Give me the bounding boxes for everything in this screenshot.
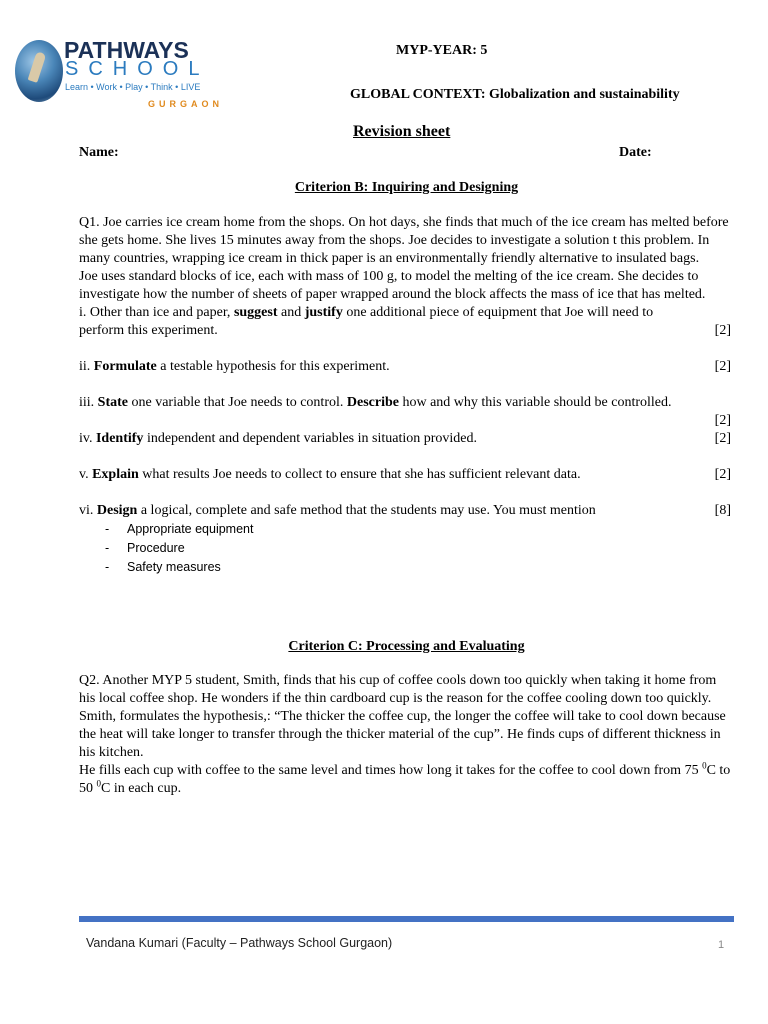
- page-number: 1: [718, 939, 725, 951]
- logo-brand: PATHWAYS: [64, 37, 189, 63]
- year-label: MYP-YEAR: 5: [396, 43, 488, 58]
- footer-divider: [79, 916, 734, 922]
- logo-city: GURGAON: [148, 99, 223, 109]
- q1-intro: Q1. Joe carries ice cream home from the shops. On hot days, she finds that much of the ice cream has melted before she gets home. She lives 15 minutes away from the shops. Joe decides to investigate a solution t this problem. In many countries, wrapping ice cream in thick paper is an environmentally friendly alternative to insulated bags.: [79, 215, 729, 266]
- q1-part-ii: [79, 358, 731, 376]
- question-2: [79, 672, 731, 798]
- name-label: Name:: [79, 145, 119, 160]
- list-item: - Safety measures: [79, 558, 731, 577]
- q1-part-ii-text: ii. Formulate a testable hypothesis for this experiment.: [79, 359, 390, 374]
- list-item: - Procedure: [79, 539, 731, 558]
- q2-paragraph-3: He fills each cup with coffee to the same level and times how long it takes for the coffee to cool down from 75 $^0$C to 50 $^0$C in each cup.: [79, 760, 731, 796]
- footer-author: Vandana Kumari (Faculty – Pathways School Gurgaon): [86, 936, 393, 950]
- global-context-label: GLOBAL CONTEXT:: [350, 87, 486, 102]
- q1-part-i: [79, 304, 731, 340]
- q1-context: Joe uses standard blocks of ice, each with mass of 100 g, to model the melting of the ice cream. She decides to investigate how the number of sheets of paper wrapped around the block affects the mass of ice that has melted.: [79, 269, 706, 302]
- q2-paragraph-1: Q2. Another MYP 5 student, Smith, finds that his cup of coffee cools down too quickly when taking it home from his local coffee shop. He wonders if the thin cardboard cup is the reason for the coffee cooling down too quickly.: [79, 673, 717, 706]
- method-requirements-list: [79, 520, 731, 577]
- logo-tagline: Learn • Work • Play • Think • LIVE: [65, 82, 201, 92]
- date-label: Date:: [619, 145, 652, 160]
- criterion-c-heading: Criterion C: Processing and Evaluating: [288, 639, 525, 654]
- logo-subtitle: SCHOOL: [65, 58, 210, 80]
- q1-part-iii-text: iii. State one variable that Joe needs to control. Describe how and why this variable should be controlled.: [79, 395, 672, 410]
- global-context: [350, 86, 680, 104]
- q1-part-i-marks: [2]: [714, 323, 731, 338]
- q1-part-i-text: i. Other than ice and paper, suggest and justify one additional piece of equipment that Joe will need to perform this experiment.: [79, 305, 654, 338]
- criterion-b-heading: Criterion B: Inquiring and Designing: [294, 180, 519, 195]
- school-logo: [12, 37, 223, 110]
- q1-part-v-marks: [2]: [714, 467, 731, 482]
- q1-part-iv: [79, 430, 731, 448]
- q1-part-vi: [79, 502, 731, 520]
- q1-part-iv-text: iv. Identify independent and dependent variables in situation provided.: [79, 431, 478, 446]
- list-item: - Appropriate equipment: [79, 520, 731, 539]
- q2-paragraph-2: Smith, formulates the hypothesis,: “The thicker the coffee cup, the longer the coffee will take to cool down because the heat will take longer to transfer through the thicker material of the cup”. He finds cups of different thickness in his kitchen.: [79, 709, 726, 760]
- q1-part-vi-text: vi. Design a logical, complete and safe method that the students may use. You must mention: [79, 503, 596, 518]
- q1-part-ii-marks: [2]: [714, 359, 731, 374]
- q1-part-vi-marks: [8]: [714, 503, 731, 518]
- q1-part-v-text: v. Explain what results Joe needs to collect to ensure that she has sufficient relevant data.: [79, 467, 581, 482]
- q1-part-iii-marks: [2]: [714, 413, 731, 428]
- page-title: Revision sheet: [353, 123, 451, 140]
- q1-part-iii: [79, 394, 731, 430]
- q1-part-iv-marks: [2]: [714, 431, 731, 446]
- q1-part-v: [79, 466, 731, 484]
- question-1: [79, 214, 731, 577]
- global-context-value: Globalization and sustainability: [489, 87, 680, 102]
